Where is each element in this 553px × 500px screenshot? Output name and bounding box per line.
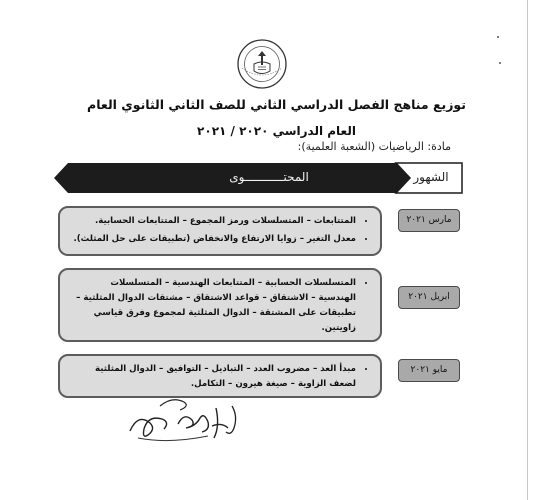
content-item: • معدل التغير – زوايا الارتفاع والانخفاض (تطبيقات على حل المثلث).	[72, 232, 356, 247]
page-edge	[527, 0, 528, 500]
month-label: ابريل ٢٠٢١	[398, 286, 460, 309]
speck	[497, 36, 499, 38]
content-item: • مبدأ العد – مضروب العدد – التباديل – التوافيق – الدوال المثلثية لضعف الزاوية – صيغة هيرون – التكامل.	[72, 362, 356, 392]
content-box	[58, 268, 382, 342]
table-header-bar	[54, 162, 466, 194]
document-title: توزيع مناهج الفصل الدراسي الثاني للصف الثاني الثانوي العام	[87, 97, 466, 112]
content-item: • المتتابعات – المتسلسلات ورمز المجموع – المتتابعات الحسابية.	[72, 214, 356, 229]
month-label: مارس ٢٠٢١	[398, 209, 460, 232]
header-content-label: المحتـــــــــــوى	[229, 170, 309, 184]
month-label: مايو ٢٠٢١	[398, 359, 460, 382]
speck	[499, 62, 501, 64]
content-item: • المتسلسلات الحسابية – المتتابعات الهندسية – المتسلسلات الهندسية – الاشتقاق – قواعد الاشتقاق – مشتقات الدوال المثلثية – تطبيقات على المشتقة – الدوال المثلثية لمجموع وفرق قياسي زاويتين.	[72, 276, 356, 336]
subject-line: مادة: الرياضيات (الشعبة العلمية):	[297, 140, 451, 153]
content-box	[58, 206, 382, 256]
handwritten-signature	[120, 386, 250, 446]
header-months-label: الشهور	[413, 170, 449, 184]
ministry-seal-logo	[236, 38, 288, 90]
academic-year: العام الدراسي ٢٠٢٠ / ٢٠٢١	[197, 124, 356, 138]
